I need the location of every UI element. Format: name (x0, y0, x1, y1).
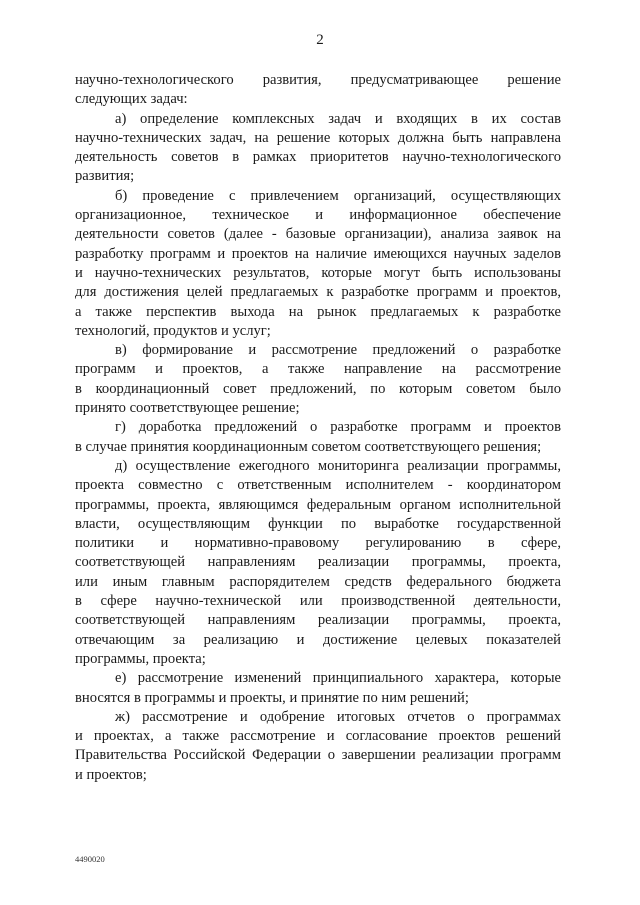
paragraph-item-zh (75, 708, 561, 785)
paragraph-item-a (75, 110, 561, 187)
text-line: ж) рассмотрение и одобрение итоговых отчетов о программах (115, 708, 561, 725)
text-line: а) определение комплексных задач и входящих в их состав (115, 110, 561, 127)
text-line: деятельность советов в рамках приоритетов научно-технологического (75, 149, 561, 166)
paragraph-item-e (75, 669, 561, 708)
text-line: соответствующей направлениям реализации программы, проекта, (75, 612, 561, 629)
paragraph-intro (75, 71, 561, 110)
text-line: в случае принятия координационным советом соответствующего решения; (75, 438, 542, 455)
text-line: деятельности советов (далее - базовые организации), анализа заявок на (75, 226, 561, 243)
paragraph-item-g (75, 418, 561, 457)
text-line: научно-технологического развития, предусматривающее решение (75, 72, 561, 88)
text-line: разработку программ и проектов на наличие имеющихся научных заделов (75, 245, 561, 262)
text-line: соответствующей направлениям реализации программы, проекта, (75, 554, 561, 571)
text-line: и проектов; (75, 766, 147, 783)
text-line: программы, проекта; (75, 650, 206, 667)
text-line: организационное, техническое и информационное обеспечение (75, 207, 561, 224)
text-line: программы, проекта, являющимся федеральным органом исполнительной (75, 496, 561, 513)
text-line: следующих задач: (75, 91, 188, 108)
text-line: или иным главным распорядителем средств федерального бюджета (75, 573, 561, 590)
paragraph-item-v (75, 341, 561, 418)
text-line: а также перспектив выхода на рынок предлагаемых к разработке (75, 303, 561, 320)
text-line: д) осуществление ежегодного мониторинга реализации программы, (115, 457, 561, 474)
text-line: в координационный совет предложений, по которым советом было (75, 380, 561, 397)
text-line: развития; (75, 168, 135, 185)
text-line: программ и проектов, а также направление на рассмотрение (75, 361, 561, 378)
text-line: отвечающим за реализацию и достижение целевых показателей (75, 631, 561, 648)
text-line: политики и нормативно-правовому регулированию в сфере, (75, 535, 561, 552)
text-line: Правительства Российской Федерации о завершении реализации программ (75, 747, 561, 764)
text-line: проекта совместно с ответственным исполнителем - координатором (75, 477, 561, 494)
document-code: 4490020 (75, 854, 105, 864)
text-line: и научно-технических результатов, которые могут быть использованы (75, 264, 561, 281)
text-line: е) рассмотрение изменений принципиального характера, которые (115, 670, 561, 687)
text-line: и проектах, а также рассмотрение и согласование проектов решений (75, 728, 561, 745)
text-line: научно-технических задач, на решение которых должна быть направлена (75, 129, 561, 146)
paragraph-item-d (75, 457, 561, 669)
document-body (75, 71, 561, 785)
text-line: вносятся в программы и проекты, и принятие по ним решений; (75, 689, 469, 706)
page-number: 2 (316, 32, 324, 48)
text-line: для достижения целей предлагаемых к разработке программ и проектов, (75, 284, 561, 301)
text-line: б) проведение с привлечением организаций, осуществляющих (115, 187, 561, 204)
text-line: г) доработка предложений о разработке программ и проектов (115, 419, 561, 436)
paragraph-item-b (75, 187, 561, 341)
text-line: принято соответствующее решение; (75, 400, 300, 417)
text-line: в сфере научно-технической или производственной деятельности, (75, 593, 561, 610)
text-line: власти, осуществляющим функции по выработке государственной (75, 515, 561, 532)
text-line: в) формирование и рассмотрение предложений о разработке (115, 342, 561, 359)
text-line: технологий, продуктов и услуг; (75, 322, 271, 339)
